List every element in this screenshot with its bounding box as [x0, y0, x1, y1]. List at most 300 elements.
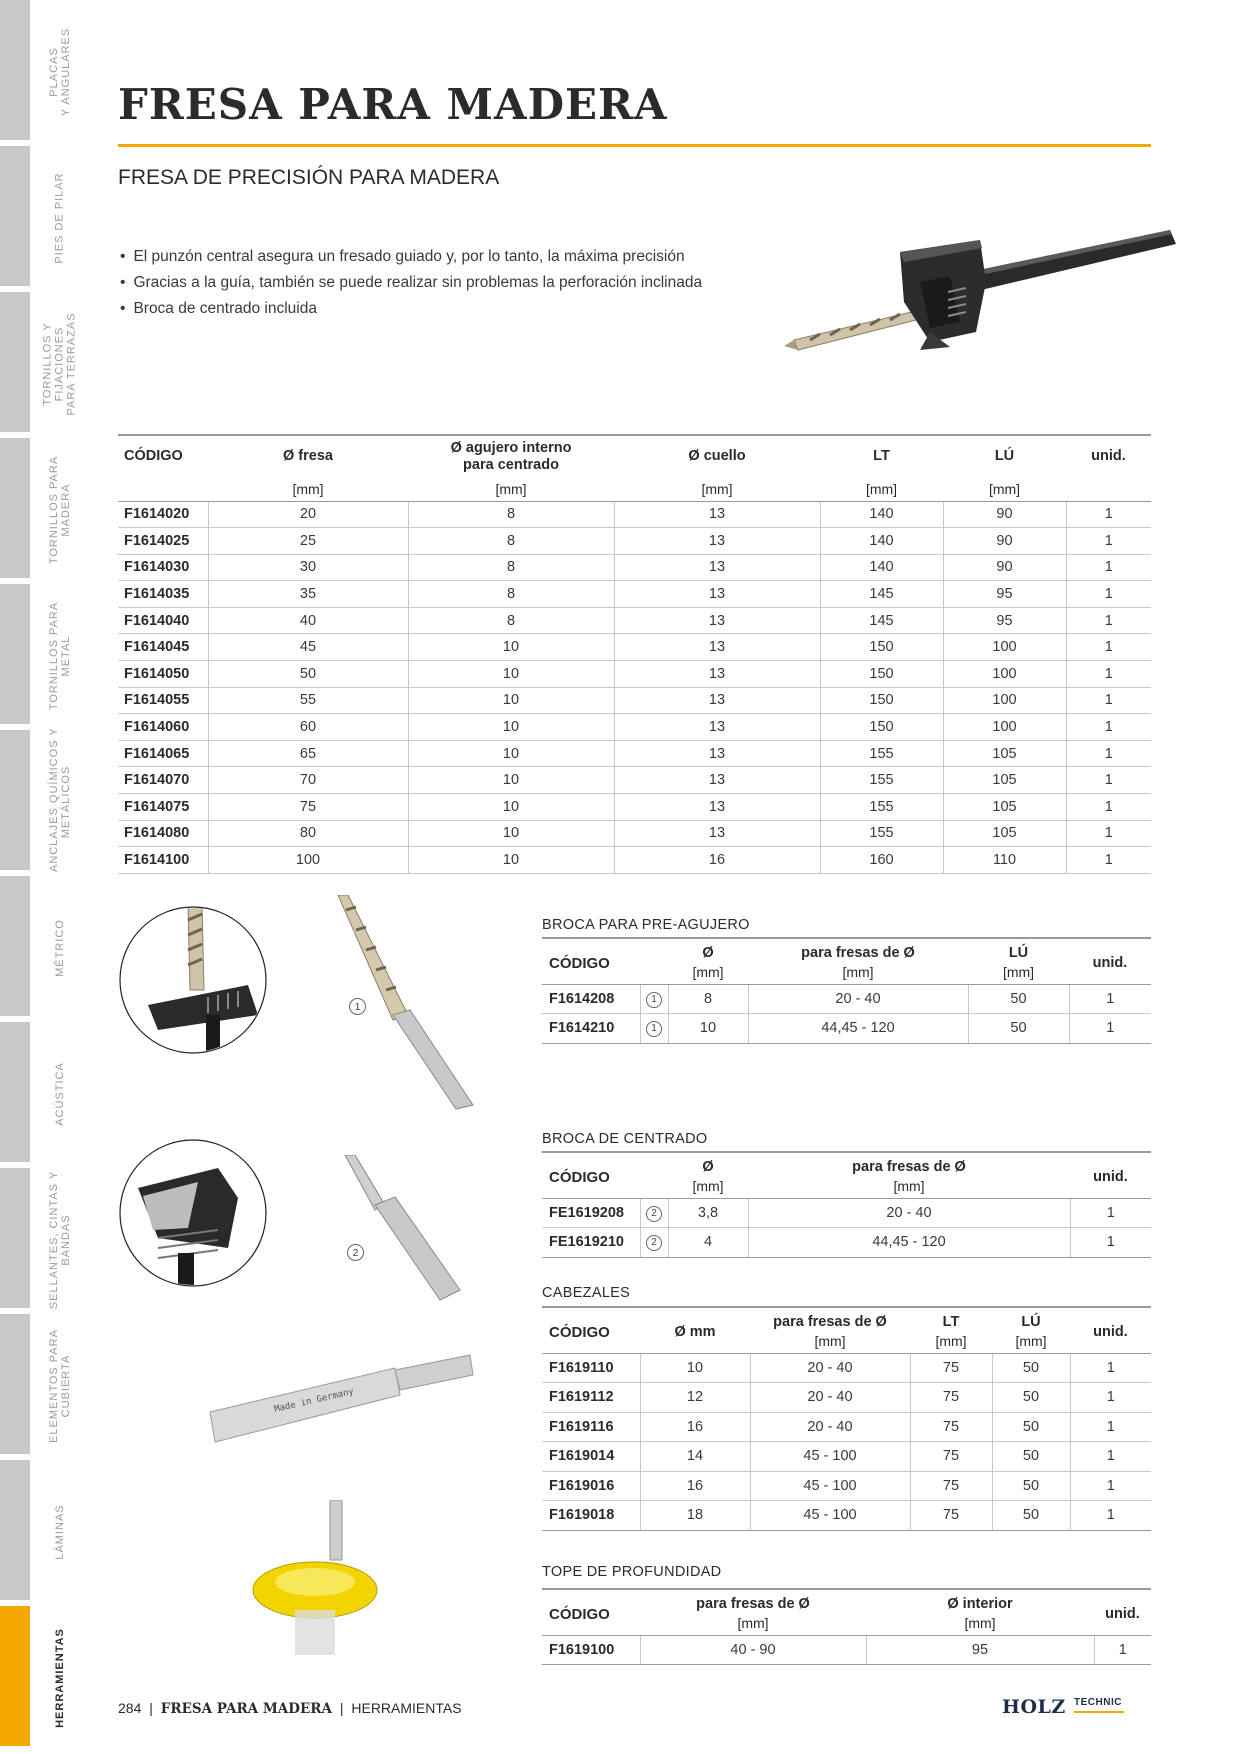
table-cell: 95	[943, 607, 1066, 634]
table-row	[542, 984, 1151, 1014]
sidebar-tab[interactable]	[0, 0, 30, 143]
table-cell: 18	[640, 1501, 750, 1531]
unit-cell	[118, 477, 208, 501]
sidebar-label-text: TORNILLOS PARA METAL	[48, 601, 72, 710]
table-cell: 8	[408, 607, 614, 634]
feature-item: • Broca de centrado incluida	[118, 296, 702, 322]
table-cell: 1	[1066, 528, 1151, 555]
table-cell: 13	[614, 501, 820, 528]
table-cell: 1	[1069, 1014, 1151, 1044]
table-cell: 50	[208, 661, 408, 688]
feature-item: • El punzón central asegura un fresado guiado y, por lo tanto, la máxima precisión	[118, 244, 702, 270]
table-cell: 95	[866, 1635, 1094, 1665]
callout-marker: 2	[347, 1244, 364, 1261]
table-cell: 20	[208, 501, 408, 528]
sidebar-tab[interactable]	[0, 1022, 30, 1165]
column-header: Ø interior [mm]	[866, 1589, 1094, 1635]
table-row	[118, 767, 1151, 794]
column-header: Ø cuello	[688, 448, 746, 464]
table-cell: 45 - 100	[750, 1501, 910, 1531]
table-cell: 80	[208, 820, 408, 847]
table-cell: 110	[943, 847, 1066, 874]
table-cell: 13	[614, 714, 820, 741]
footer-category: HERRAMIENTAS	[351, 1700, 462, 1716]
table-cell: 1	[1066, 714, 1151, 741]
table-cell: 75	[910, 1383, 992, 1413]
table-cell: 150	[820, 634, 943, 661]
table-cell: 14	[640, 1442, 750, 1472]
brand-logo	[1002, 1696, 1124, 1722]
table-cell: 35	[208, 581, 408, 608]
table-cell: 40	[208, 607, 408, 634]
table-row	[118, 661, 1151, 688]
column-header: unid.	[1070, 1307, 1151, 1353]
table-cell: 1	[1066, 767, 1151, 794]
column-header: CÓDIGO	[542, 1152, 668, 1198]
table-cell: 13	[614, 661, 820, 688]
table-cell: 150	[820, 714, 943, 741]
sidebar-tab[interactable]	[0, 146, 30, 289]
unit-cell	[1066, 477, 1151, 501]
table-row	[542, 1014, 1151, 1044]
code-cell: F1614020	[118, 501, 208, 528]
section-title: BROCA DE CENTRADO	[542, 1131, 708, 1147]
table-row	[542, 1501, 1151, 1531]
column-header: CÓDIGO	[542, 1589, 640, 1635]
column-header: para fresas de Ø [mm]	[748, 938, 968, 984]
centering-bit-table	[542, 1151, 1151, 1258]
table-cell: 1	[1070, 1442, 1151, 1472]
table-cell: 1	[1066, 820, 1151, 847]
drill-detail-circle-image	[118, 905, 268, 1055]
sidebar-label-text: ANCLAJES QUÍMICOS Y METÁLICOS	[48, 726, 72, 872]
table-cell: 1	[1066, 740, 1151, 767]
code-cell: F1619110	[542, 1353, 640, 1383]
table-row	[542, 1442, 1151, 1472]
table-cell: 1	[1070, 1383, 1151, 1413]
section-sidebar	[0, 0, 78, 1754]
table-cell: 13	[614, 581, 820, 608]
column-header: Ø fresa	[283, 448, 333, 464]
table-cell: 100	[943, 634, 1066, 661]
main-product-table	[118, 434, 1151, 874]
table-cell: 1	[1066, 687, 1151, 714]
sidebar-tab[interactable]	[0, 730, 30, 873]
table-cell: 50	[968, 984, 1069, 1014]
table-cell: 10	[668, 1014, 748, 1044]
centering-detail-circle-image	[118, 1138, 268, 1288]
table-cell: 8	[408, 501, 614, 528]
sidebar-label-text: TORNILLOS PARA MADERA	[48, 455, 72, 564]
table-cell: 105	[943, 794, 1066, 821]
sidebar-tab-label[interactable]	[30, 1460, 90, 1603]
sidebar-label-text: HERRAMIENTAS	[54, 1627, 67, 1728]
table-cell: 1	[1070, 1353, 1151, 1383]
column-header: LÚ [mm]	[968, 938, 1069, 984]
table-cell: 140	[820, 501, 943, 528]
table-cell: 13	[614, 528, 820, 555]
table-row	[118, 501, 1151, 528]
table-cell: 75	[910, 1353, 992, 1383]
sidebar-tab-label[interactable]	[30, 876, 90, 1019]
sidebar-tab[interactable]	[0, 292, 30, 435]
table-header-row	[542, 1152, 1151, 1198]
table-cell: 75	[910, 1442, 992, 1472]
code-cell: F1614040	[118, 607, 208, 634]
table-row	[118, 820, 1151, 847]
table-cell: 75	[208, 794, 408, 821]
code-cell: F1614070	[118, 767, 208, 794]
forstner-bit-hero-image	[780, 222, 1200, 397]
table-cell: 16	[640, 1471, 750, 1501]
table-cell: 1	[1066, 607, 1151, 634]
page-subtitle: FRESA DE PRECISIÓN PARA MADERA	[118, 166, 500, 189]
table-cell: 3,8	[668, 1198, 748, 1228]
table-cell: 20 - 40	[750, 1353, 910, 1383]
table-row	[542, 1228, 1151, 1258]
table-row	[118, 794, 1151, 821]
table-row	[542, 1198, 1151, 1228]
main-table-body	[118, 501, 1151, 873]
table-cell: 145	[820, 607, 943, 634]
sidebar-tab-label[interactable]	[30, 0, 90, 143]
feature-list	[118, 244, 702, 322]
table-cell: 45 - 100	[750, 1471, 910, 1501]
code-cell: F1619100	[542, 1635, 640, 1665]
table-cell: 1	[1094, 1635, 1151, 1665]
table-cell: 90	[943, 528, 1066, 555]
table-cell: 20 - 40	[748, 984, 968, 1014]
code-cell: F1619016	[542, 1471, 640, 1501]
column-header: unid.	[1094, 1589, 1151, 1635]
table-cell: 100	[943, 687, 1066, 714]
page-number: 284	[118, 1700, 142, 1716]
column-header: para fresas de Ø [mm]	[750, 1307, 910, 1353]
table-cell: 50	[992, 1383, 1070, 1413]
code-cell: F1619018	[542, 1501, 640, 1531]
table-cell: 90	[943, 501, 1066, 528]
unit-cell: [mm]	[943, 477, 1066, 501]
table-cell: 150	[820, 687, 943, 714]
table-cell: 105	[943, 740, 1066, 767]
column-header: LÚ	[994, 448, 1015, 464]
table-row	[542, 1471, 1151, 1501]
table-row	[118, 847, 1151, 874]
table-cell: 16	[614, 847, 820, 874]
code-cell: FE1619210	[542, 1228, 640, 1258]
table-row	[118, 528, 1151, 555]
sidebar-label-text: PIES DE PILAR	[54, 171, 67, 264]
table-row	[118, 581, 1151, 608]
section-title: TOPE DE PROFUNDIDAD	[542, 1564, 722, 1580]
centering-bit-image	[335, 1155, 465, 1305]
table-row	[542, 1635, 1151, 1665]
table-cell: 155	[820, 767, 943, 794]
table-cell: 45	[208, 634, 408, 661]
table-cell: 13	[614, 607, 820, 634]
table-cell: 1	[1070, 1412, 1151, 1442]
table-cell: 140	[820, 554, 943, 581]
column-header: unid.	[1070, 1152, 1151, 1198]
ref-badge: 1	[646, 1021, 662, 1037]
table-cell: 13	[614, 740, 820, 767]
table-cell: 20 - 40	[748, 1198, 1070, 1228]
depth-stop-image	[240, 1500, 390, 1665]
table-header-row	[542, 1307, 1151, 1353]
code-cell: F1614080	[118, 820, 208, 847]
sidebar-label-text: MÉTRICO	[54, 918, 66, 977]
column-header: CÓDIGO	[542, 1307, 640, 1353]
section-title: BROCA PARA PRE-AGUJERO	[542, 917, 750, 933]
table-cell: 1	[1066, 581, 1151, 608]
brand-name: HOLZ	[1002, 1696, 1066, 1718]
table-cell: 155	[820, 794, 943, 821]
table-row	[542, 1383, 1151, 1413]
table-cell: 155	[820, 740, 943, 767]
sidebar-tab-label[interactable]	[30, 1606, 90, 1749]
table-row	[118, 714, 1151, 741]
table-cell: 50	[992, 1442, 1070, 1472]
table-cell: 4	[668, 1228, 748, 1258]
table-cell: 1	[1066, 794, 1151, 821]
page-footer	[118, 1700, 462, 1717]
table-cell: 8	[408, 554, 614, 581]
column-header: CÓDIGO	[542, 938, 668, 984]
table-cell: 50	[968, 1014, 1069, 1044]
ref-cell	[640, 1198, 668, 1228]
footer-separator: |	[149, 1700, 153, 1716]
sidebar-label-text: LÁMINAS	[54, 1503, 66, 1560]
column-header: CÓDIGO	[124, 448, 183, 464]
column-header: unid.	[1091, 448, 1126, 464]
table-cell: 40 - 90	[640, 1635, 866, 1665]
footer-section: FRESA PARA MADERA	[160, 1701, 332, 1717]
sidebar-tab-label[interactable]	[30, 146, 90, 289]
table-cell: 10	[408, 661, 614, 688]
page-title: FRESA PARA MADERA	[118, 80, 668, 129]
unit-cell: [mm]	[820, 477, 943, 501]
code-cell: F1614025	[118, 528, 208, 555]
table-cell: 16	[640, 1412, 750, 1442]
callout-marker: 1	[349, 998, 366, 1015]
sidebar-tab-label[interactable]	[30, 292, 90, 435]
sidebar-label-text: SELLANTES, CINTAS Y BANDAS	[48, 1170, 73, 1309]
table-cell: 8	[668, 984, 748, 1014]
table-cell: 75	[910, 1412, 992, 1442]
table-cell: 13	[614, 767, 820, 794]
table-cell: 50	[992, 1501, 1070, 1531]
table-cell: 100	[943, 714, 1066, 741]
table-cell: 150	[820, 661, 943, 688]
unit-cell: [mm]	[614, 477, 820, 501]
cabezales-table	[542, 1306, 1151, 1531]
column-header: Ø mm	[640, 1307, 750, 1353]
table-row	[542, 1353, 1151, 1383]
table-cell: 1	[1066, 501, 1151, 528]
code-cell: FE1619208	[542, 1198, 640, 1228]
table-cell: 70	[208, 767, 408, 794]
column-header: LT [mm]	[910, 1307, 992, 1353]
cabezales-body	[542, 1353, 1151, 1530]
sidebar-tab[interactable]	[0, 1606, 30, 1749]
table-cell: 45 - 100	[750, 1442, 910, 1472]
column-header: Ø [mm]	[668, 1152, 748, 1198]
table-cell: 10	[408, 634, 614, 661]
footer-separator: |	[339, 1700, 344, 1716]
code-cell: F1619014	[542, 1442, 640, 1472]
ref-badge: 1	[646, 992, 662, 1008]
code-cell: F1614055	[118, 687, 208, 714]
table-cell: 8	[408, 528, 614, 555]
table-row	[118, 554, 1151, 581]
table-header-row	[118, 435, 1151, 477]
ref-cell	[640, 1228, 668, 1258]
table-cell: 50	[992, 1471, 1070, 1501]
table-cell: 160	[820, 847, 943, 874]
table-cell: 50	[992, 1353, 1070, 1383]
table-cell: 100	[943, 661, 1066, 688]
table-cell: 1	[1070, 1228, 1151, 1258]
column-header: LÚ [mm]	[992, 1307, 1070, 1353]
ref-badge: 2	[646, 1235, 662, 1251]
unit-cell: [mm]	[208, 477, 408, 501]
section-title: CABEZALES	[542, 1285, 631, 1301]
depth-stop-table	[542, 1588, 1151, 1665]
table-cell: 10	[408, 794, 614, 821]
sidebar-tab-label[interactable]	[30, 1022, 90, 1165]
code-cell: F1614045	[118, 634, 208, 661]
table-cell: 1	[1070, 1471, 1151, 1501]
table-cell: 145	[820, 581, 943, 608]
table-cell: 95	[943, 581, 1066, 608]
sidebar-label-text: PLACAS Y ANGULARES	[48, 27, 73, 116]
column-header: Ø agujero interno para centrado	[450, 439, 572, 473]
table-cell: 155	[820, 820, 943, 847]
sidebar-tab-label[interactable]	[30, 1168, 90, 1311]
sidebar-tab-label[interactable]	[30, 1314, 90, 1457]
brand-sub: TECHNIC	[1074, 1697, 1122, 1708]
table-row	[118, 687, 1151, 714]
table-cell: 75	[910, 1501, 992, 1531]
table-cell: 10	[408, 847, 614, 874]
table-cell: 105	[943, 767, 1066, 794]
table-cell: 20 - 40	[750, 1412, 910, 1442]
table-cell: 10	[640, 1353, 750, 1383]
table-cell: 44,45 - 120	[748, 1014, 968, 1044]
table-cell: 55	[208, 687, 408, 714]
table-cell: 20 - 40	[750, 1383, 910, 1413]
title-divider	[118, 144, 1151, 147]
code-cell: F1614075	[118, 794, 208, 821]
sidebar-label-text: ACÚSTICA	[54, 1061, 66, 1126]
sidebar-tab[interactable]	[0, 1460, 30, 1603]
code-cell: F1619116	[542, 1412, 640, 1442]
column-header: para fresas de Ø [mm]	[640, 1589, 866, 1635]
table-cell: 1	[1066, 634, 1151, 661]
sidebar-tab-label[interactable]	[30, 438, 90, 581]
code-cell: F1614210	[542, 1014, 640, 1044]
sidebar-tab[interactable]	[0, 584, 30, 727]
sidebar-tab[interactable]	[0, 438, 30, 581]
feature-item: • Gracias a la guía, también se puede realizar sin problemas la perforación inclinada	[118, 270, 702, 296]
code-cell: F1614050	[118, 661, 208, 688]
code-cell: F1614208	[542, 984, 640, 1014]
code-cell: F1614065	[118, 740, 208, 767]
table-cell: 12	[640, 1383, 750, 1413]
table-cell: 1	[1070, 1501, 1151, 1531]
table-cell: 8	[408, 581, 614, 608]
table-cell: 1	[1069, 984, 1151, 1014]
table-cell: 65	[208, 740, 408, 767]
table-cell: 50	[992, 1412, 1070, 1442]
table-cell: 10	[408, 740, 614, 767]
table-cell: 13	[614, 820, 820, 847]
table-cell: 44,45 - 120	[748, 1228, 1070, 1258]
column-header: unid.	[1069, 938, 1151, 984]
table-cell: 30	[208, 554, 408, 581]
code-cell: F1614060	[118, 714, 208, 741]
sidebar-tab[interactable]	[0, 876, 30, 1019]
sidebar-tab-label[interactable]	[30, 584, 90, 727]
sidebar-tab[interactable]	[0, 1314, 30, 1457]
table-cell: 13	[614, 687, 820, 714]
pilot-drill-illustration	[784, 310, 924, 350]
table-header-row	[542, 938, 1151, 984]
table-cell: 90	[943, 554, 1066, 581]
ref-badge: 2	[646, 1206, 662, 1222]
table-header-row	[542, 1589, 1151, 1635]
ref-cell	[640, 1014, 668, 1044]
sidebar-label-text: TORNILLOS Y FIJACIONES PARA TERRAZAS	[42, 311, 78, 416]
brand-underline	[1074, 1711, 1124, 1713]
table-cell: 1	[1070, 1198, 1151, 1228]
column-header: para fresas de Ø [mm]	[748, 1152, 1070, 1198]
ref-cell	[640, 984, 668, 1014]
column-header: LT	[873, 448, 890, 464]
table-cell: 10	[408, 767, 614, 794]
sidebar-label-text: ELEMENTOS PARA CUBIERTA	[48, 1328, 72, 1443]
table-cell: 13	[614, 794, 820, 821]
code-cell: F1614030	[118, 554, 208, 581]
stamp-text: Made in Germany	[273, 1386, 355, 1415]
table-cell: 60	[208, 714, 408, 741]
table-cell: 10	[408, 687, 614, 714]
table-cell: 140	[820, 528, 943, 555]
table-cell: 75	[910, 1471, 992, 1501]
sidebar-tab-label[interactable]	[30, 726, 90, 873]
table-units-row	[118, 477, 1151, 501]
code-cell: F1614035	[118, 581, 208, 608]
sidebar-tab[interactable]	[0, 1168, 30, 1311]
code-cell: F1619112	[542, 1383, 640, 1413]
code-cell: F1614100	[118, 847, 208, 874]
table-row	[118, 740, 1151, 767]
table-cell: 105	[943, 820, 1066, 847]
table-cell: 100	[208, 847, 408, 874]
column-header: Ø [mm]	[668, 938, 748, 984]
table-cell: 10	[408, 820, 614, 847]
table-cell: 1	[1066, 661, 1151, 688]
table-cell: 1	[1066, 847, 1151, 874]
table-row	[542, 1412, 1151, 1442]
table-cell: 10	[408, 714, 614, 741]
table-cell: 13	[614, 554, 820, 581]
cabezal-shank-image	[205, 1350, 477, 1445]
unit-cell: [mm]	[408, 477, 614, 501]
table-row	[118, 607, 1151, 634]
table-cell: 1	[1066, 554, 1151, 581]
cutter-head-illustration	[900, 240, 986, 350]
